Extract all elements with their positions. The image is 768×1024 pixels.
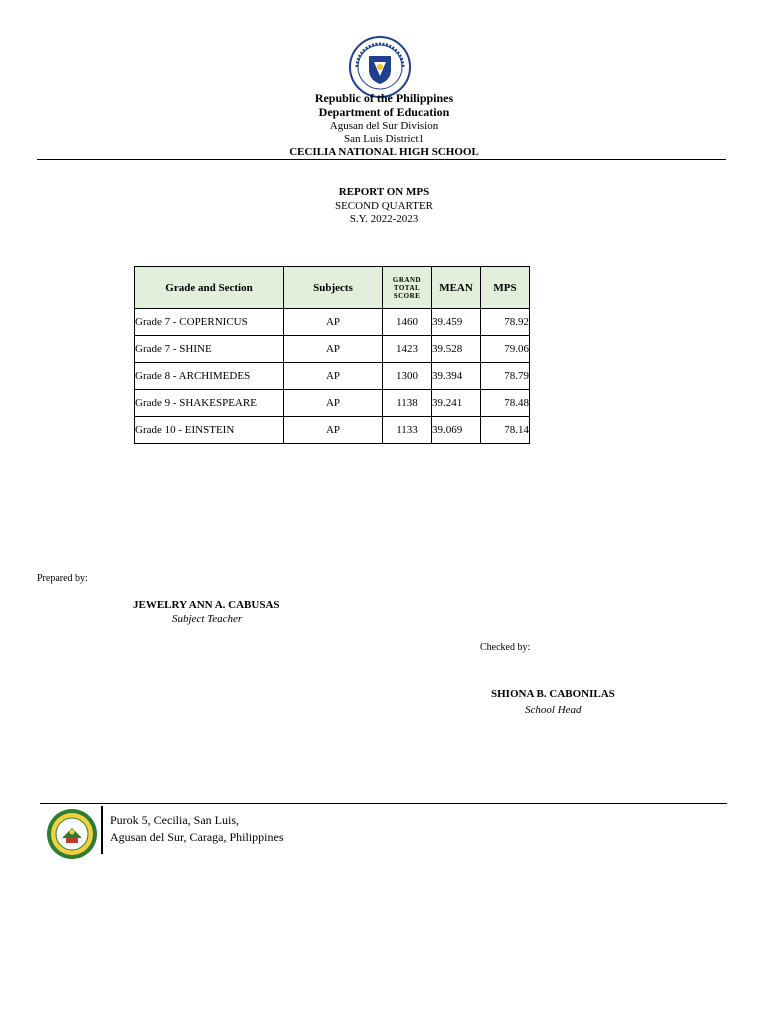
address-line-1: Purok 5, Cecilia, San Luis, [110,813,239,827]
republic-line: Republic of the Philippines [314,91,454,105]
checked-by-name: SHIONA B. CABONILAS [491,688,615,700]
cell-gts: 1300 [383,363,432,390]
cell-grade: Grade 8 - ARCHIMEDES [135,363,284,390]
cell-grade: Grade 7 - SHINE [135,336,284,363]
header-mps: MPS [481,267,530,309]
header-mean: MEAN [432,267,481,309]
cell-mean: 39.394 [432,363,481,390]
table-row [135,390,530,417]
prepared-by-role: Subject Teacher [172,613,243,625]
cell-mean: 39.528 [432,336,481,363]
cell-mean: 39.459 [432,309,481,336]
department-line: Department of Education [318,105,450,119]
school-name: CECILIA NATIONAL HIGH SCHOOL [289,146,479,158]
district-line: San Luis District1 [343,133,425,145]
address-line-2: Agusan del Sur, Caraga, Philippines [110,830,284,844]
cell-grade: Grade 10 - EINSTEIN [135,417,284,444]
header-divider [37,159,726,160]
cell-gts: 1423 [383,336,432,363]
header-subjects: Subjects [284,267,383,309]
header-gts-line3: SCORE [393,291,421,300]
report-title: REPORT ON MPS [338,186,430,198]
cell-subject: AP [284,309,383,336]
cell-subject: AP [284,417,383,444]
cell-mps: 79.06 [481,336,530,363]
prepared-by-label: Prepared by: [37,573,88,584]
deped-seal-icon [349,36,411,98]
prepared-by-name: JEWELRY ANN A. CABUSAS [133,599,280,611]
header-gts-line1: GRAND [392,275,422,284]
report-quarter: SECOND QUARTER [334,200,434,212]
cell-mps: 78.48 [481,390,530,417]
cell-subject: AP [284,363,383,390]
cell-gts: 1133 [383,417,432,444]
header-grand-total-score [383,267,432,309]
checked-by-label: Checked by: [480,642,531,653]
mps-table [134,266,530,444]
report-school-year: S.Y. 2022-2023 [349,213,419,225]
table-row [135,363,530,390]
cell-mean: 39.069 [432,417,481,444]
table-row [135,336,530,363]
division-line: Agusan del Sur Division [329,120,439,132]
cell-mps: 78.79 [481,363,530,390]
header-grade-section: Grade and Section [135,267,284,309]
table-row [135,309,530,336]
cell-mps: 78.14 [481,417,530,444]
checked-by-role: School Head [525,704,582,716]
footer-vertical-bar [101,806,103,854]
cell-mps: 78.92 [481,309,530,336]
cell-subject: AP [284,390,383,417]
footer-divider [40,803,727,804]
cell-gts: 1460 [383,309,432,336]
cell-grade: Grade 7 - COPERNICUS [135,309,284,336]
cell-grade: Grade 9 - SHAKESPEARE [135,390,284,417]
cell-subject: AP [284,336,383,363]
cell-mean: 39.241 [432,390,481,417]
school-logo-icon [46,808,98,860]
header-gts-line2: TOTAL [393,283,421,292]
table-header-row [135,267,530,309]
cell-gts: 1138 [383,390,432,417]
table-row [135,417,530,444]
